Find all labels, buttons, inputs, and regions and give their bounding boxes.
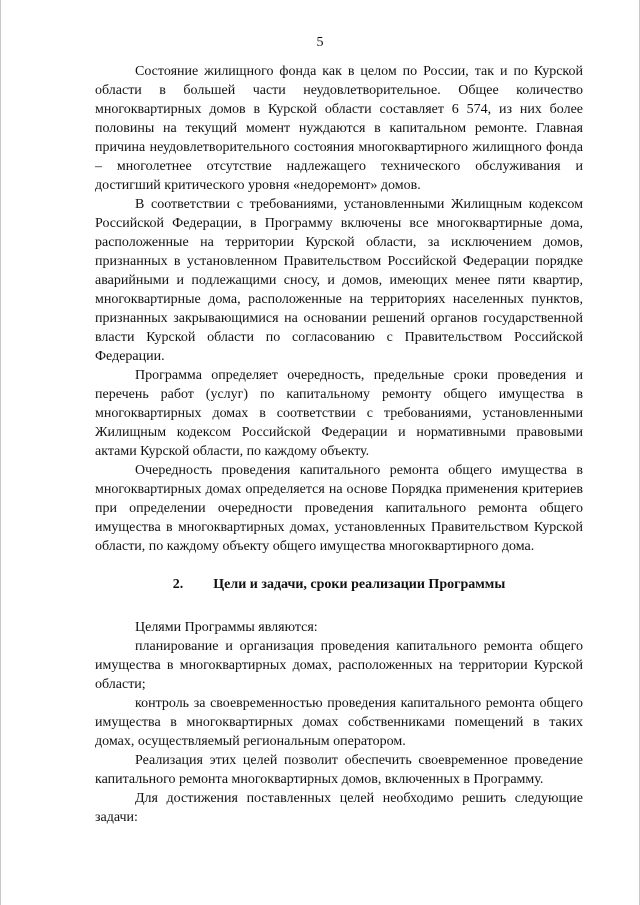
paragraph-goals-result: Реализация этих целей позволит обеспечить своевременное проведение капитального ремонта многоквартирных домов, включенных в Программу. — [95, 753, 583, 787]
paragraph-tasks-intro: Для достижения поставленных целей необходимо решить следующие задачи: — [95, 791, 583, 825]
section-title: Цели и задачи, сроки реализации Программы — [213, 577, 506, 592]
page-number: 5 — [316, 35, 324, 50]
paragraph-program-scope: Программа определяет очередность, предельные сроки проведения и перечень работ (услуг) по капитальному ремонту общего имущества в многоквартирных домах в соответствии с требованиями, установленными Жилищным кодексом Российской Федерации и нормативными правовыми актами Курской области, по каждому объекту. — [95, 368, 583, 459]
paragraph-repair-order: Очередность проведения капитального ремонта общего имущества в многоквартирных домах определяется на основе Порядка применения критериев при определении очередности проведения капитального ремонта общего имущества в многоквартирных домах, установленных Правительством Курской области, по каждому объекту общего имущества многоквартирного дома. — [95, 463, 583, 554]
section-heading — [95, 576, 583, 594]
page-left-edge — [0, 0, 1, 905]
paragraph-program-inclusion: В соответствии с требованиями, установленными Жилищным кодексом Российской Федерации, в Программу включены все многоквартирные дома, расположенные на территории Курской области, за исключением домов, признанных в установленном Правительством Российской Федерации порядке аварийными и подлежащими сносу, и домов, имеющих менее пяти квартир, многоквартирные дома, расположенные на территориях населенных пунктов, признанных закрывающимися на основании решений органов государственной власти Курской области по согласованию с Правительством Российской Федерации. — [95, 197, 583, 364]
document-body — [95, 62, 583, 827]
paragraph-goal-control: контроль за своевременностью проведения капитального ремонта общего имущества в многоквартирных домах собственниками помещений в таких домах, осуществляемый региональным оператором. — [95, 696, 583, 749]
paragraph-housing-stock-state: Состояние жилищного фонда как в целом по России, так и по Курской области в большей части неудовлетворительное. Общее количество многоквартирных домов в Курской области составляет 6 574, из них более половины на текущий момент нуждаются в капитальном ремонте. Главная причина неудовлетворительного состояния многоквартирного жилищного фонда – многолетнее отсутствие надлежащего технического обслуживания и достигший критического уровня «недоремонт» домов. — [95, 64, 583, 193]
paragraph-goal-planning: планирование и организация проведения капитального ремонта общего имущества в многоквартирных домах, расположенных на территории Курской области; — [95, 639, 583, 692]
paragraph-goals-intro: Целями Программы являются: — [135, 620, 318, 635]
section-number: 2. — [172, 577, 184, 592]
